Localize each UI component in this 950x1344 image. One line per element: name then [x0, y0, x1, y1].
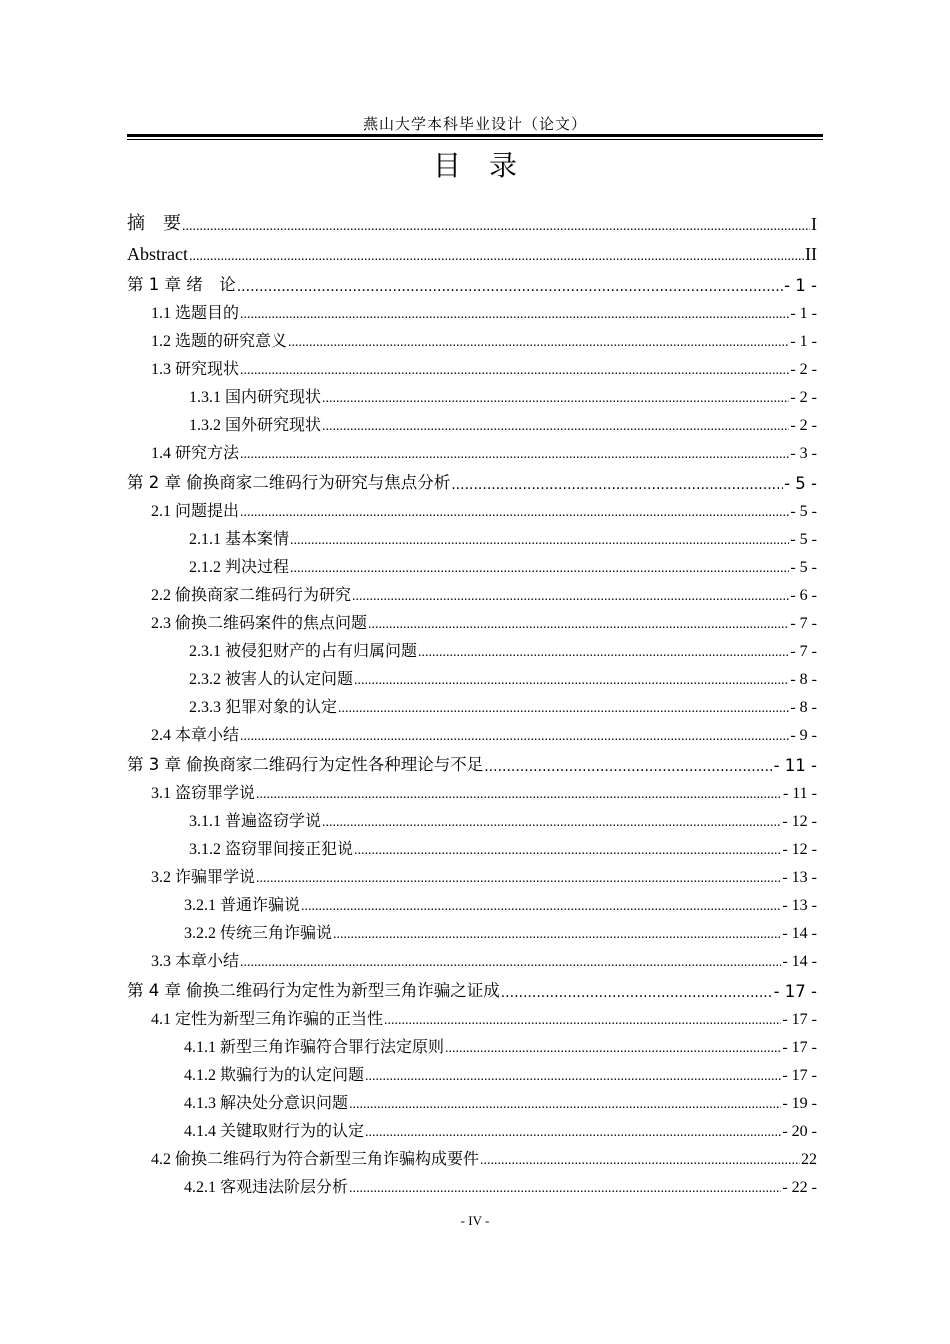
- toc-dot-leader: [189, 249, 804, 265]
- toc-entry[interactable]: [127, 633, 817, 661]
- toc-entry-page: - 17 -: [782, 1011, 817, 1028]
- toc-dot-leader: [256, 871, 781, 887]
- toc-entry-title: 4.1 定性为新型三角诈骗的正当性: [151, 1011, 384, 1028]
- toc-entry-title: 4.2 偷换二维码行为符合新型三角诈骗构成要件: [151, 1151, 480, 1168]
- toc-entry-page: - 14 -: [782, 953, 817, 970]
- toc-dot-leader: [368, 617, 789, 633]
- toc-entry-page: I: [811, 213, 817, 234]
- toc-entry[interactable]: [127, 1001, 817, 1029]
- toc-entry-page: - 3 -: [790, 445, 817, 462]
- toc-entry-page: - 5 -: [790, 503, 817, 520]
- toc-entry-page: 22: [801, 1151, 817, 1168]
- header-rule-thick: [127, 134, 823, 137]
- toc-entry-title: 3.2.2 传统三角诈骗说: [184, 925, 333, 942]
- toc-entry-title: 1.3 研究现状: [151, 361, 240, 378]
- toc-entry-title: 3.1.1 普遍盗窃学说: [189, 813, 322, 830]
- toc-entry-page: - 11 -: [773, 756, 817, 775]
- toc-dot-leader: [240, 307, 789, 323]
- toc-entry[interactable]: [127, 351, 817, 379]
- toc-entry[interactable]: [127, 577, 817, 605]
- toc-title: 目录: [432, 149, 545, 182]
- toc-entry[interactable]: [127, 379, 817, 407]
- toc-dot-leader: [301, 899, 781, 915]
- toc-entry-title: 1.4 研究方法: [151, 445, 240, 462]
- toc-dot-leader: [240, 447, 789, 463]
- toc-entry[interactable]: [127, 1169, 817, 1197]
- toc-entry[interactable]: [127, 661, 817, 689]
- toc-entry[interactable]: [127, 1085, 817, 1113]
- toc-entry-title: 3.1.2 盗窃罪间接正犯说: [189, 841, 354, 858]
- toc-dot-leader: [365, 1069, 781, 1085]
- toc-entry[interactable]: [127, 605, 817, 633]
- toc-entry-page: - 1 -: [790, 305, 817, 322]
- toc-dot-leader: [480, 1153, 800, 1169]
- toc-entry-title: 4.1.3 解决处分意识问题: [184, 1095, 349, 1112]
- toc-entry-title: 4.1.1 新型三角诈骗符合罪行法定原则: [184, 1039, 445, 1056]
- toc-entry-title: 3.1 盗窃罪学说: [151, 785, 256, 802]
- toc-entry-page: - 2 -: [790, 417, 817, 434]
- toc-entry-title: 2.1 问题提出: [151, 503, 240, 520]
- toc-entry-page: - 5 -: [784, 474, 817, 493]
- toc-entry-page: - 1 -: [784, 276, 817, 295]
- toc-entry-title: 1.2 选题的研究意义: [151, 333, 288, 350]
- toc-entry[interactable]: [127, 775, 817, 803]
- toc-entry-page: - 17 -: [773, 982, 817, 1001]
- toc-entry-page: II: [805, 244, 817, 264]
- toc-dot-leader: [349, 1097, 781, 1113]
- toc-dot-leader: [338, 701, 789, 717]
- toc-dot-leader: [501, 985, 773, 1001]
- running-header: 燕山大学本科毕业设计（论文）: [362, 117, 587, 133]
- toc-entry-page: - 20 -: [782, 1123, 817, 1140]
- toc-entry[interactable]: [127, 859, 817, 887]
- toc-dot-leader: [237, 279, 783, 295]
- toc-dot-leader: [384, 1013, 781, 1029]
- toc-entry[interactable]: [127, 1141, 817, 1169]
- toc-dot-leader: [352, 589, 789, 605]
- toc-entry-title: 3.3 本章小结: [151, 953, 240, 970]
- toc-entry-title: 4.2.1 客观违法阶层分析: [184, 1179, 349, 1196]
- toc-entry-title: 2.3.3 犯罪对象的认定: [189, 699, 338, 716]
- toc-entry-page: - 13 -: [782, 869, 817, 886]
- toc-entry-title: 2.4 本章小结: [151, 727, 240, 744]
- toc-dot-leader: [288, 335, 789, 351]
- toc-entry-page: - 8 -: [790, 671, 817, 688]
- toc-entry[interactable]: [127, 265, 817, 295]
- toc-dot-leader: [418, 645, 789, 661]
- toc-dot-leader: [182, 219, 810, 235]
- toc-entry-page: - 17 -: [782, 1039, 817, 1056]
- toc-entry-page: - 14 -: [782, 925, 817, 942]
- toc-entry-title: 3.2 诈骗罪学说: [151, 869, 256, 886]
- toc-dot-leader: [354, 843, 781, 859]
- toc-dot-leader: [451, 477, 783, 493]
- toc-entry[interactable]: [127, 435, 817, 463]
- toc-entry-title: 2.1.2 判决过程: [189, 559, 290, 576]
- toc-entry-page: - 19 -: [782, 1095, 817, 1112]
- toc-entry[interactable]: [127, 549, 817, 577]
- toc-entry[interactable]: [127, 831, 817, 859]
- toc-entry-page: - 7 -: [790, 615, 817, 632]
- toc-entry-title: 4.1.2 欺骗行为的认定问题: [184, 1067, 365, 1084]
- toc-dot-leader: [256, 787, 782, 803]
- page-number: - IV -: [460, 1213, 490, 1228]
- toc-dot-leader: [445, 1041, 781, 1057]
- toc-dot-leader: [240, 505, 789, 521]
- toc-entry-page: - 13 -: [782, 897, 817, 914]
- toc-entry[interactable]: [127, 204, 817, 235]
- toc-entry-page: - 12 -: [782, 813, 817, 830]
- toc-entry-title: 3.2.1 普通诈骗说: [184, 897, 301, 914]
- toc-dot-leader: [484, 759, 772, 775]
- toc-entry-page: - 22 -: [782, 1179, 817, 1196]
- toc-dot-leader: [349, 1181, 781, 1197]
- toc-entry-title: 2.1.1 基本案情: [189, 531, 290, 548]
- toc-dot-leader: [240, 729, 789, 745]
- toc-dot-leader: [322, 419, 789, 435]
- toc-entry[interactable]: [127, 1029, 817, 1057]
- toc-entry[interactable]: [127, 803, 817, 831]
- toc-dot-leader: [240, 363, 789, 379]
- toc-entry[interactable]: [127, 1057, 817, 1085]
- toc-entry[interactable]: [127, 887, 817, 915]
- toc-entry-title: 2.3.2 被害人的认定问题: [189, 671, 354, 688]
- table-of-contents: [127, 204, 817, 1197]
- toc-entry[interactable]: [127, 915, 817, 943]
- toc-entry[interactable]: [127, 745, 817, 775]
- toc-entry-title: 第 3 章 偷换商家二维码行为定性各种理论与不足: [127, 755, 484, 774]
- toc-entry[interactable]: [127, 407, 817, 435]
- toc-dot-leader: [322, 815, 781, 831]
- toc-entry[interactable]: [127, 971, 817, 1001]
- toc-entry-page: - 9 -: [790, 727, 817, 744]
- toc-entry-title: 2.3 偷换二维码案件的焦点问题: [151, 615, 368, 632]
- toc-entry-title: 2.3.1 被侵犯财产的占有归属问题: [189, 643, 418, 660]
- toc-entry-page: - 1 -: [790, 333, 817, 350]
- toc-entry-title: 摘 要: [127, 212, 181, 233]
- toc-dot-leader: [290, 561, 789, 577]
- toc-entry-title: 1.1 选题目的: [151, 305, 240, 322]
- toc-entry[interactable]: [127, 521, 817, 549]
- toc-dot-leader: [240, 955, 781, 971]
- toc-dot-leader: [365, 1125, 781, 1141]
- toc-dot-leader: [290, 533, 789, 549]
- toc-entry-title: 1.3.2 国外研究现状: [189, 417, 322, 434]
- toc-entry-title: 第 4 章 偷换二维码行为定性为新型三角诈骗之证成: [127, 981, 500, 1000]
- toc-entry[interactable]: [127, 295, 817, 323]
- toc-entry[interactable]: [127, 717, 817, 745]
- toc-entry[interactable]: [127, 235, 817, 266]
- toc-entry-page: - 5 -: [790, 559, 817, 576]
- toc-entry[interactable]: [127, 689, 817, 717]
- toc-entry-page: - 8 -: [790, 699, 817, 716]
- toc-dot-leader: [333, 927, 781, 943]
- toc-entry-title: 4.1.4 关键取财行为的认定: [184, 1123, 365, 1140]
- toc-entry-page: - 5 -: [790, 531, 817, 548]
- toc-entry-title: 2.2 偷换商家二维码行为研究: [151, 587, 352, 604]
- toc-entry[interactable]: [127, 1113, 817, 1141]
- toc-entry[interactable]: [127, 943, 817, 971]
- toc-entry-page: - 12 -: [782, 841, 817, 858]
- toc-entry-page: - 2 -: [790, 361, 817, 378]
- toc-entry-page: - 17 -: [782, 1067, 817, 1084]
- toc-entry-page: - 6 -: [790, 587, 817, 604]
- toc-dot-leader: [322, 391, 789, 407]
- toc-entry-page: - 11 -: [782, 785, 817, 802]
- toc-dot-leader: [354, 673, 789, 689]
- toc-entry-title: Abstract: [127, 244, 188, 264]
- toc-entry-page: - 7 -: [790, 643, 817, 660]
- header-rule-thin: [127, 139, 823, 140]
- toc-entry-title: 第 1 章 绪 论: [127, 275, 236, 294]
- toc-entry[interactable]: [127, 493, 817, 521]
- toc-entry-title: 1.3.1 国内研究现状: [189, 389, 322, 406]
- toc-entry-page: - 2 -: [790, 389, 817, 406]
- toc-entry[interactable]: [127, 463, 817, 493]
- toc-entry[interactable]: [127, 323, 817, 351]
- toc-entry-title: 第 2 章 偷换商家二维码行为研究与焦点分析: [127, 473, 451, 492]
